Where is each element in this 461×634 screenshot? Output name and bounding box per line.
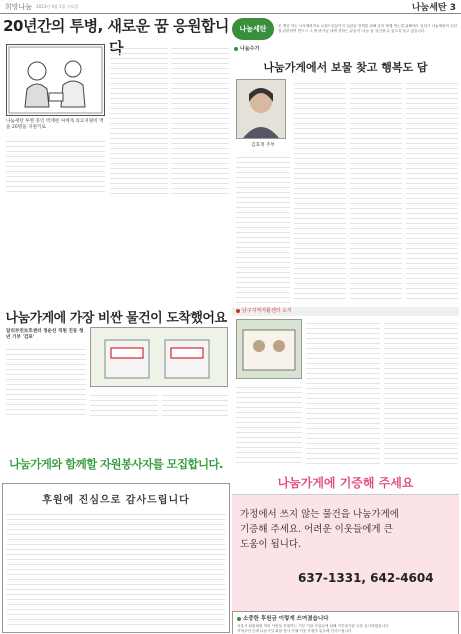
bullet-icon: [236, 309, 240, 313]
center-news-body-b: [306, 319, 380, 467]
author-caption: 김효정 주부: [251, 143, 275, 148]
center-photo: [236, 319, 302, 379]
issue-date: 2013년 4월 1일 수요일: [36, 3, 79, 9]
article-1-body-b: [110, 44, 168, 196]
foundation-intro: [232, 17, 459, 41]
donate-appeal-line-1: 가정에서 쓰지 않는 물건을 나눔가게에: [240, 509, 399, 520]
thanks-list: [7, 510, 225, 628]
thanks-title: 후원에 진심으로 감사드립니다: [42, 495, 190, 506]
essay-title: 나눔가게에서 보물 찾고 행복도 담: [263, 61, 428, 74]
foundation-desc: 본 재단 아는 사사제화지요 요원드신분이지 일관된 현제를 위해 감한 방행 먹는결 위해에도 일하시 나눔세탄이 신년결 관련하여 만드시 그 중 중가끔 내게 현하는 분들이 '나눔 꿈 길인형 수 있도록 돕고 있습니다.: [278, 24, 458, 33]
foundation-badge: 나눔세탄: [232, 18, 274, 40]
essay-body-c: [350, 79, 402, 303]
article-1-body-a: [6, 137, 105, 195]
center-news-body-a: [236, 383, 302, 467]
bullet-icon: [234, 47, 238, 51]
volunteer-banner: [2, 452, 230, 476]
headline: 20년간의 투병, 새로운 꿈 응원합니다: [3, 17, 229, 57]
donate-appeal-box: [232, 471, 459, 611]
section-2-title: 나눔가게에 가장 비싼 물건이 도착했어요: [5, 311, 227, 326]
center-news-bar: 남구지역자활센터 소식: [232, 307, 459, 316]
thanks-box: [2, 483, 230, 633]
essay-body-a: [236, 153, 290, 303]
section-2-label: 알리부친보호센터 정순선 직원 진동 청년 기부 '검포': [6, 329, 84, 340]
donation-photo: [90, 327, 228, 387]
donate-appeal-title: 나눔가게에 기증해 주세요: [232, 471, 459, 495]
center-news-body-c: [384, 319, 458, 467]
article-2-body-a: [6, 345, 86, 415]
article-2-body-c: [162, 391, 228, 417]
essay-body-b: [294, 79, 346, 303]
donate-phone: 637-1331, 642-4604: [298, 571, 434, 585]
donate-appeal-line-3: 도움이 됩니다.: [240, 539, 302, 550]
donate-appeal-body: [240, 507, 399, 552]
donations-usage-title: 소중한 후원금 이렇게 쓰여졌습니다: [233, 612, 458, 624]
bullet-icon: [237, 617, 241, 621]
article-2-body-b: [90, 391, 158, 417]
left-column: [2, 15, 230, 471]
cartoon-illustration: [6, 44, 105, 116]
cartoon-caption: 나눔세탄 투병 중인 박재현 씨에게 의료지원비 액을 20명을 지원키로: [6, 119, 104, 130]
article-1-body-c: [171, 44, 229, 196]
page-title: 나눔세탄 3: [411, 3, 456, 13]
section-label-essay: 나눔수기: [234, 45, 259, 52]
donations-usage-line-2: 지역주민 등에 나눔시설 회원 봉사 단체 이웃 후원자 분들께 감사드립니다: [237, 629, 352, 633]
donate-appeal-line-2: 기증해 주세요. 어려운 이웃들에게 큰: [240, 524, 393, 535]
page-header: [0, 0, 461, 14]
volunteer-banner-text: 나눔가게와 함께할 자원봉사자를 모집합니다.: [9, 457, 223, 471]
author-photo: [236, 79, 286, 139]
masthead-logo: 희망나눔: [5, 2, 33, 11]
donations-usage-box: [232, 611, 459, 634]
essay-body-d: [406, 79, 458, 303]
donations-usage-line-1: 서울시 회원회원 여러 사람들 후원하는 기부 기관 사업들에 위해 기부장기관 등을 실시하였습니다: [237, 624, 389, 628]
